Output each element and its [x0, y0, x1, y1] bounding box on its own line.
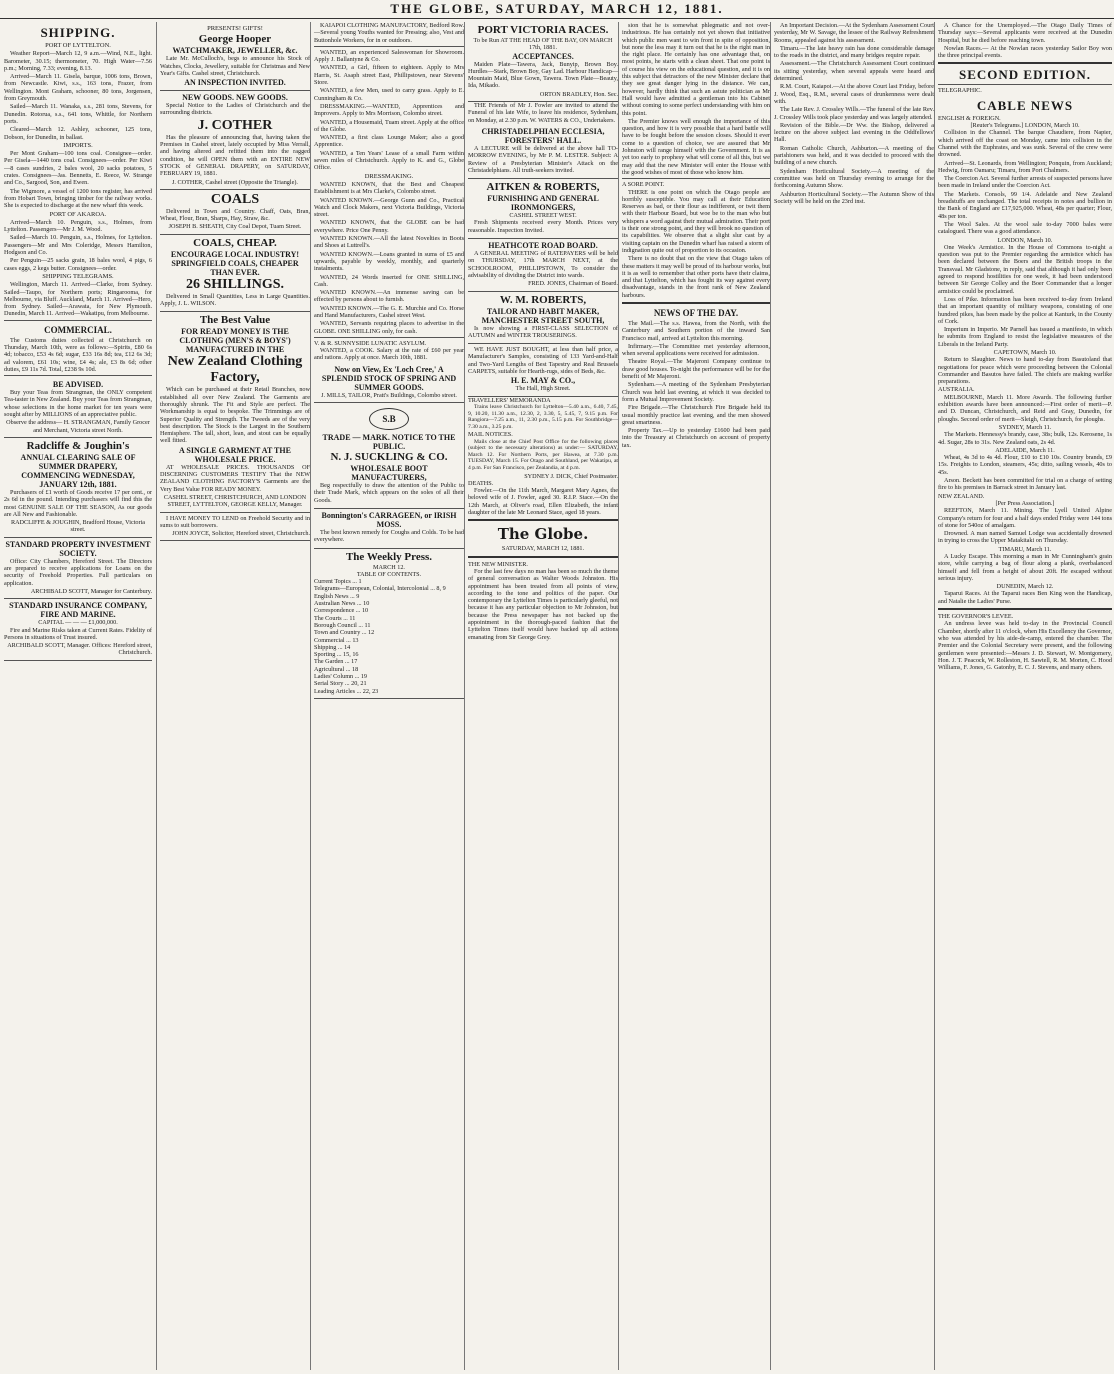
- toc-item: Current Topics ... 1: [314, 578, 362, 586]
- commercial-heading: COMMERCIAL.: [44, 324, 112, 335]
- coals-cheap-title: COALS, CHEAP.: [193, 236, 277, 249]
- travellers-title: TRAVELLERS' MEMORANDA: [468, 396, 551, 404]
- roberts-body: Is now showing a FIRST-CLASS SELECTION of AUTUMN and WINTER TROUSERINGS.: [468, 324, 618, 339]
- news-item: Property Tax.—Up to yesterday £1600 had been paid into the Treasury at Christchurch on account of property tax.: [622, 427, 770, 449]
- news-item: Roman Catholic Church, Ashburton.—A meeting of the parishioners was held, and it was decided to proceed with the building of a new church.: [774, 144, 934, 167]
- cable-item: The Wool Sales. At the wool sale to-day 7000 bales were catalogued. There was a good attendance.: [938, 220, 1112, 236]
- dateline: TIMARU, March 11.: [998, 545, 1052, 553]
- suckling-sub: WHOLESALE BOOT MANUFACTURERS,: [350, 464, 428, 483]
- radcliffe-signature: RADCLIFFE & JOUGHIN, Bradford House, Victoria street.: [10, 519, 146, 534]
- cable-item: Imperium in Imperio. Mr Parnell has issued a manifesto, in which he submits from England to resist the legislative measures of the Liberals in the Ireland Party.: [938, 326, 1112, 348]
- sore-point-title: A SORE POINT.: [622, 181, 665, 189]
- heathcote-signature: FRED. JONES, Chairman of Board.: [528, 280, 618, 288]
- best-value-sub: FOR READY MONEY IS THE CLOTHING (MEN'S & BOYS') MANUFACTURED IN THE: [179, 327, 291, 355]
- suckling-title: N. J. SUCKLING & CO.: [330, 451, 448, 464]
- toc-item: The Garden ... 17: [314, 658, 358, 666]
- bonnington-body: The best known remedy for Coughs and Colds. To be had everywhere.: [314, 528, 464, 544]
- editorial-continued-2: The Premier knows well enough the importance of this question, and how it is very possible that a hard battle will have to be fought before the session closes. Should it ever come to a question of choice, we are assured that Mr Johnston will range himself with the Government. It is as yet too early to prophesy what will come of all this, but we may add that the new Minister will enter the House with the good wishes of most of those who know him.: [622, 117, 770, 176]
- arrived: Arrived—March 11. Gisela, barque, 1006 tons, Brown, from Newcastle. Kiwi, s.s., 163 tons, Frazer, from Wellington. Mont Graham, schooner, 80 tons, Jorgensen, from Greymouth.: [4, 73, 152, 103]
- toc-item: Borough Council ... 11: [314, 621, 371, 629]
- victoria-races-ad: [468, 22, 618, 102]
- weekly-press-toc: TABLE OF CONTENTS.: [356, 570, 422, 578]
- new-goods-body: Special Notice to the Ladies of Christchurch and the surrounding districts.: [160, 102, 310, 117]
- dateline: SYDNEY, March 11.: [998, 423, 1052, 431]
- aitken-title: AITKEN & ROBERTS,: [486, 181, 600, 194]
- toc-item: Agricultural ... 18: [314, 665, 359, 673]
- hooper-title: WATCHMAKER, JEWELLER, &c.: [172, 46, 298, 56]
- reuter-dateline: [Reuter's Telegrams.] LONDON, March 10.: [970, 122, 1080, 130]
- mills-ad: [314, 363, 464, 403]
- dateline: ADELAIDE, March 11.: [995, 446, 1055, 454]
- column-4: [464, 22, 618, 1370]
- news-item: Sydenham.—A meeting of the Sydenham Presbyterian Church was held last evening, at which it was decided to form a Mutual Improvement Society.: [622, 381, 770, 403]
- best-value-title: The Best Value: [199, 314, 271, 327]
- may-title: H. E. MAY & CO.,: [510, 376, 576, 386]
- clothing-prices: AT WHOLESALE PRICES. THOUSANDS OF DISCERNING CUSTOMERS TESTIFY That the NEW ZEALAND CLOTHING FACTORY'S Garments are the Very Best Value FOR READY MONEY.: [160, 463, 310, 493]
- cable-item: MELBOURNE, March 11. More Awards. The following further exhibition awards have been announced:—First order of merit—P. and D. Duncan, Christchurch, and Reid and Gray, Dunedin, for ploughs. Second order of merit—Sleigh, Christchurch, for ploughs.: [938, 393, 1112, 423]
- press-association: [Per Press Association.]: [995, 499, 1055, 507]
- bonnington-ad: [314, 509, 464, 549]
- wanted-known-ad: WANTED, Servants requiring places to advertise in the GLOBE. ONE SHILLING only, for cash.: [314, 320, 464, 335]
- mail-title: MAIL NOTICES.: [468, 431, 513, 439]
- shipping-telegrams: Wellington, March 11. Arrived—Clarke, from Sydney. Sailed—Taupo, for Northern ports; Ringarooma, for Melbourne, via Bluff. Auckland, March 11. Arrived—Hero, from Sydney. Sailed—Arawata, for New Plymouth. Dunedin, March 11. Arrived—Wakatipu, from Melbourne.: [4, 281, 152, 318]
- editorial-continued: sion that he is somewhat phlegmatic and not over-industrious. He has certainly not yet shown that initiative which public men want to win front in spite of opposition, but none the less may it turn out that he is the right man in the right place. He certainly has one advantage that, on most points, he starts with a clean sheet. That one point is of course his view on the educational question, and it is on this subject that detractors of the new Minister declare that they see great danger lying in the distance. We can, however, hardly think that such an astute politician as Mr Hall would have admitted a gentleman into his Cabinet without coming to some perfect understanding with him on this point.: [622, 22, 770, 117]
- cable-item: Taparui Races. At the Taparui races Ben King won the Handicap, and Natalie the Ladies' Purse.: [938, 590, 1112, 605]
- cable-item: The Coercion Act. Several further arrests of suspected persons have been made in Ireland under the Coercion Act.: [938, 175, 1112, 190]
- inspection-invited: AN INSPECTION INVITED.: [184, 78, 286, 88]
- cable-item: Collision in the Channel. The barque Chaudiere, from Napier, which arrived off the coast on Monday, came into collision in the Channel with the Euphrates, and was sunk. Several of the crew were drowned.: [938, 129, 1112, 159]
- radcliffe-date: COMMENCING WEDNESDAY, JANUARY 12th, 1881.: [21, 470, 135, 489]
- radcliffe-title: Radcliffe & Joughin's: [26, 439, 130, 452]
- money-lend-body: I HAVE MONEY TO LEND on Freehold Security and in sums to suit borrowers.: [160, 514, 310, 529]
- nz-clothing-factory: New Zealand Clothing Factory,: [167, 354, 303, 386]
- aitken-sub: FURNISHING AND GENERAL IRONMONGERS,: [487, 194, 599, 213]
- cother-body: Has the pleasure of announcing that, having taken the Premises in Cashel street, lately occupied by Miss Verrall, and having altered and refitted them into the ragged condition, he will OPEN them with an ENTIRE NEW STOCK of GENERAL DRAPERY, on SATURDAY, FEBRUARY 19, 1881.: [160, 133, 310, 178]
- dressmaking-heading: DRESSMAKING.: [364, 172, 414, 180]
- cother-signature: J. COTHER, Cashel street (Opposite the Triangle).: [172, 178, 298, 186]
- column-3: [310, 22, 464, 1370]
- commercial-text: The Customs duties collected at Christchurch on Thursday, March 10th, were as follows:—Spirits, £80 6s 4d; tobacco, £53 4s 6d; sugar, £33 16s 8d; tea, £12 6s 3d; ad valorem, £61 10s; wine, £4 4s; ale, £3 8s 6d; other duties, £9 11s 7d. Total, £238 9s 10d.: [4, 336, 152, 373]
- clothing-signature: CASHEL STREET, CHRISTCHURCH, AND LONDON STREET, LYTTELTON, GEORGE KELLY, Manager.: [163, 493, 307, 509]
- trade-notice: TRADE — MARK. NOTICE TO THE PUBLIC.: [322, 433, 456, 452]
- mail-body: Mails close at the Chief Post Office for the following places (subject to the necessary alterations) as under:— SATURDAY, March 12. For Northern Ports, per Hawea, at 7.30 p.m. TUESDAY, March 15. For Otago and Southland, per Wakatipu, at 4 p.m. For San Francisco, per Zealandia, at 4 p.m.: [468, 438, 618, 471]
- bonnington-title: Bonnington's CARRAGEEN, or IRISH MOSS.: [321, 510, 457, 529]
- cable-item: One Week's Armistice. In the House of Commons to-night a question was put to the Premier regarding the armistice which has been declared between the Boers and the British troops in the Transvaal. Mr Gladstone, in reply, said that although it had only been agreed to respond hostilities for one week, it had been understood between Sir George Colley and the Boer Commander that a longer armistice could be proclaimed.: [938, 243, 1112, 295]
- wanted-known-ad: WANTED, 24 Words inserted for ONE SHILLING, Cash.: [314, 273, 464, 288]
- coals-cheap-price: 26 SHILLINGS.: [185, 276, 285, 292]
- aitken-roberts-ad: [468, 179, 618, 239]
- deaths-body: Fowler.—On the 11th March, Margaret Mary Agnes, the beloved wife of J. Fowler, aged 30. R.I.P. Stace.—On the 12th March, at Oliver's road, Ellen Elizabeth, the infant daughter of the late Mr Leonard Stace, aged 18 years.: [468, 487, 618, 517]
- new-goods-title: NEW GOODS. NEW GOODS.: [182, 93, 288, 103]
- roberts-sub: TAILOR AND HABIT MAKER, MANCHESTER STREET SOUTH,: [481, 306, 605, 325]
- port-heading: PORT OF LYTTELTON.: [45, 42, 111, 49]
- victoria-races-body: Maiden Plate—Tawera, Jack, Bunyip, Brown Boy. Hurdles—Stark, Brown Boy, Gay Lad. Harbour Handicap—Mountain Maid, Blue Gown, Tawera. Town Plate—Beauty, Ida, Mikado.: [468, 60, 618, 90]
- cable-item: A Lucky Escape. This morning a man in Mr Cunningham's grain store, while carrying a bag of flour along a plank, overbalanced himself and fell from a height of about 20ft. He escaped without serious injury.: [938, 553, 1112, 582]
- christadelphian-ad: [468, 125, 618, 179]
- wanted-ad: WANTED, a first class Lounge Maker; also a good Apprentice.: [314, 134, 464, 149]
- coals-body: Delivered in Town and Country. Chaff, Oats, Bran, Wheat, Flour, Bran, Sharps, Hay, Straw, &c.: [160, 207, 310, 223]
- weather-report: Weather Report—March 12, 9 a.m.—Wind, N.E., light. Barometer, 30.15; thermometer, 70. High Water—7.56 p.m.; Morning, 7.33; evening, 8.13.: [4, 50, 152, 72]
- new-zealand-title: NEW ZEALAND.: [938, 492, 985, 500]
- cable-item: Arrived—St. Leonards, from Wellington; Ponquin, from Auckland; Hedwig, from Oamaru; Timaru, from Port Chalmers.: [938, 159, 1112, 174]
- mills-title: Now on View, Ex 'Loch Cree,' A SPLENDID STOCK OF SPRING AND SUMMER GOODS.: [321, 364, 457, 392]
- wanted-known-ad: WANTED KNOWN, that the GLOBE can be had everywhere. Price One Penny.: [314, 219, 464, 234]
- toc-item: English News ... 9: [314, 592, 360, 600]
- kaiapoi-ad: KAIAPOI CLOTHING MANUFACTORY, Bedford Row.—Several young Youths wanted for Pressing; also, Vest and Buttonhole Workers, for in or outdoors.: [314, 22, 464, 44]
- insurance-signature: ARCHIBALD SCOTT, Manager. Offices: Hereford street, Christchurch.: [7, 642, 152, 657]
- column-5: [618, 22, 770, 1370]
- heathcote-ad: [468, 239, 618, 291]
- standard-property-signature: ARCHIBALD SCOTT, Manager for Canterbury.: [30, 587, 152, 595]
- imports: Per Mont Graham—100 tons coal. Consignee—order. Per Gisela—1440 tons coal. Consignees—order. Per Kiwi—8 cases sundries, 2 bales wool, 20 sacks potatoes, 5 crates. Consignees—Jas. Bennetts, E. Reece, W. Strange and Co., Sargood, Son, and Ewen.: [4, 150, 152, 187]
- clothing-factory-ad: [160, 312, 310, 512]
- cable-item: The Markets. Hennessy's brandy, case, 38s; bulk, 12s. Kerosene, 1s 4d. Sugar, 28s to 31s. New Zealand oats, 2s 4d.: [938, 431, 1112, 446]
- mail-signature: SYDNEY J. DICK, Chief Postmaster.: [524, 472, 618, 480]
- wanted-known-ad: WANTED KNOWN.—All the latest Novelties in Boots and Shoes at Luttrell's.: [314, 235, 464, 250]
- news-item: Timaru.—The late heavy rain has done considerable damage to the roads in the district, and many bridges require repair.: [774, 44, 934, 60]
- cleared: Cleared—March 12. Ashley, schooner, 125 tons, Dobson, for Dunedin, in ballast.: [4, 126, 152, 141]
- christadelphian-title: CHRISTADELPHIAN ECCLESIA, FORESTERS' HALL.: [481, 126, 605, 145]
- hooper-ad: [160, 22, 310, 91]
- minister-body: For the last few days no man has been so much the theme of general conversation as Walter Woods Johnston. His appointment has been treated from all points of view, according to the tone and politics of the paper. Our contemporary the Lyttelton Times is particularly gleeful, not because it has any particular objection to Mr Johnston, but because the Press newspaper has not backed up the appointment in the thorough-paced fashion that the Lyttelton Times itself would have backed up all actions emanating from Sir George Grey.: [468, 567, 618, 641]
- column-1: [4, 22, 152, 1370]
- carpets-body: WE HAVE JUST BOUGHT, at less than half price, a Manufacturer's Samples, consisting of 133 Yard-and-Half and Two-Yard Lengths of Best Tapestry and Real Brussels CARPETS, suitable for Hearth-rugs, sides of Beds, &c.: [468, 346, 618, 376]
- hooper-name: George Hooper: [198, 33, 272, 46]
- column-6: [770, 22, 934, 1370]
- standard-property-ad: [4, 538, 152, 599]
- news-item: Fire Brigade.—The Christchurch Fire Brigade held its usual monthly practice last evening, and the men showed great smartness.: [622, 404, 770, 426]
- toc-item: The Courts ... 11: [314, 614, 356, 622]
- victoria-races-title: PORT VICTORIA RACES.: [477, 24, 609, 36]
- funeral-notice: THE Friends of Mr J. Fowler are invited to attend the Funeral of his late Wife, to leave his residence, Sydenham, on Monday, at 2.30 p.m. W. WATERS & CO., Undertakers.: [468, 102, 618, 124]
- sailed: Sailed—March 11. Wanaka, s.s., 281 tons, Stevens, for Dunedin. Rotorua, s.s., 641 tons, Whittle, for Northern ports.: [4, 103, 152, 125]
- cable-news-title: CABLE NEWS: [976, 97, 1074, 113]
- wanted-known-ad: WANTED KNOWN.—The G. E. Murchie and Co. Horse and Hand Manufacturers, Cashel street West.: [314, 304, 464, 319]
- akaroa-imports: Per Penguin—25 sacks grain, 18 bales wool, 4 pigs, 6 cases eggs, 2 kegs butter. Consignees—order.: [4, 257, 152, 272]
- deaths-title: DEATHS.: [468, 479, 494, 487]
- clothing-body: Which can be purchased at their Retail Branches, now established all over New Zealand. The Garments are thoroughly shrunk. The Fit and Style are perfect. The Workmanship is equal to bespoke. The Trimmings are of Superior Quality and Strength. The Tweeds are of the very best description. The Stock is the Largest in the Southern Hemisphere. The tall, short, lean, and stout can be equally well fitted.: [160, 386, 310, 445]
- wanted-ad: WANTED, a Housemaid, Tuam street. Apply at the office of the Globe.: [314, 118, 464, 133]
- news-item: Nowlan Races.— At the Nowlan races yesterday Sailor Boy won the three principal events.: [938, 44, 1112, 60]
- presents-banner: PRESENTS! GIFTS!: [207, 25, 263, 32]
- weekly-press-date: MARCH 12.: [373, 563, 405, 571]
- second-edition-title: SECOND EDITION.: [958, 67, 1092, 83]
- coals-cheap-ad: [160, 235, 310, 313]
- minister-title: THE NEW MINISTER.: [468, 560, 528, 568]
- cable-news-sub: ENGLISH & FOREIGN.: [938, 114, 1001, 122]
- telegraphic-title: TELEGRAPHIC.: [938, 87, 982, 95]
- toc-item: Leading Articles ... 22, 23: [314, 687, 379, 695]
- mills-signature: J. MILLS, TAILOR, Pratt's Buildings, Colombo street.: [321, 391, 457, 399]
- christadelphian-body: A LECTURE will be delivered at the above hall TO-MORROW EVENING, by Mr P. M. LESTER. Subject: A Review of a Presbyterian Minister's Attack on the Christadelphians. All truth-seekers invited.: [468, 144, 618, 174]
- clothing-wholesale: A SINGLE GARMENT AT THE WHOLESALE PRICE.: [179, 445, 291, 464]
- dateline: CAPETOWN, March 10.: [993, 348, 1057, 356]
- wanted-known-ad: WANTED KNOWN.—An immense saving can be effected by persons about to furnish.: [314, 289, 464, 304]
- standard-property-title: STANDARD PROPERTY INVESTMENT SOCIETY.: [5, 539, 151, 558]
- wanted-ad: WANTED, a few Men, used to carry grass. Apply to E. Cunningham & Co.: [314, 87, 464, 102]
- suckling-body: Beg respectfully to draw the attention of the Public to their Trade Mark, which appears on the soles of all their Goods.: [314, 482, 464, 504]
- coals-cheap-sub: ENCOURAGE LOCAL INDUSTRY! SPRINGFIELD COALS, CHEAPER THAN EVER.: [170, 249, 300, 277]
- victoria-acceptances: ACCEPTANCES.: [512, 51, 574, 61]
- wanted-known-ad: WANTED KNOWN, that the Best and Cheapest Establishment is at Mrs Clarke's, Colombo street.: [314, 180, 464, 196]
- news-item: R.M. Court, Kaiapoi.—At the above Court last Friday, before J. Wood, Esq., R.M., several cases of drunkenness were dealt with.: [774, 83, 934, 105]
- news-item: Revision of the Bible.—Dr Ww. the Bishop, delivered a lecture on the above subject last evening in the Oddfellows' Hall.: [774, 121, 934, 144]
- radcliffe-subtitle: ANNUAL CLEARING SALE OF SUMMER DRAPERY,: [20, 452, 136, 471]
- insurance-body: Fire and Marine Risks taken at Current Rates. Fidelity of Persons in situations of Trust insured.: [4, 626, 152, 641]
- roberts-ad: [468, 292, 618, 345]
- advised-title: BE ADVISED.: [52, 380, 104, 390]
- coals-cheap-body: Delivered in Small Quantities, Less in Large Quantities. Apply, J. L. WILSON.: [160, 292, 310, 308]
- news-item: A Chance for the Unemployed.—The Otago Daily Times of Thursday says:—Several applicants were received at the Dunedin Hospital, but he died before reaching town.: [938, 22, 1112, 44]
- sore-point-body: THERE is one point on which the Otago people are horribly susceptible. You may call at their Education Reserves as bad, or their flour as indifferent, or twit them with their Harbour Board, but woe be to the man who but whispers a word against their mutual admiration. Their port is their one strong point, and they will brook no question of its capabilities. We observe that a slight slur cast by a visiting captain on the Dunedin wharf has raised a storm of indignation quite out of proportion to its occasion.: [622, 188, 770, 254]
- wanted-ad: WANTED, a Girl, fifteen to eighteen. Apply to Mrs Harris, St. Asaph street East, Phillipstown, near Stevens' Store.: [314, 64, 464, 87]
- weekly-press-ad: [314, 549, 464, 699]
- may-address: The Hall, High Street.: [515, 385, 571, 393]
- telegrams-heading: SHIPPING TELEGRAMS.: [42, 272, 114, 280]
- akaroa-sailed: Sailed—March 10. Penguin, s.s., Holmes, for Lyttelton. Passengers—Mr and Mrs Coleridge, Messrs Hamilton, Hodgson and Co.: [4, 234, 152, 257]
- radcliffe-body: Purchasers of £1 worth of Goods receive 17 per cent., or 2s 6d in the pound. Intending purchasers will find this the most GENUINE SALE OF THE SEASON, As our goods are All New and Fashionable.: [4, 488, 152, 518]
- advised-body: Buy your Teas from Strangman, the ONLY competent Tea-taster in New Zealand. Buy your Teas from Strangman, whose selections in the home market for ten years were sought after by MILLIONS of an appreciative public.: [4, 389, 152, 419]
- toc-item: Telegrams—European, Colonial, Intercolonial ... 8, 9: [314, 585, 446, 593]
- dateline: LONDON, March 10.: [997, 236, 1053, 244]
- shipping-heading: SHIPPING.: [40, 25, 116, 40]
- cable-item: Return to Slaughter. News to hand to-day from Basutoland that negotiations for peace which were proceeding between the Colonial Commander and Basutos have failed. The chiefs are making warlike preparations.: [938, 356, 1112, 386]
- wanted-known-ad: WANTED KNOWN.—George Gunn and Co., Practical Watch and Clock Makers, next Victoria Buildings, Victoria street.: [314, 196, 464, 219]
- sunnyside-body: WANTED, a COOK. Salary at the rate of £60 per year and rations. Apply at once. March 10th, 1881.: [314, 347, 464, 362]
- insurance-capital: CAPITAL — — — £1,000,000.: [38, 619, 118, 627]
- column-2: [156, 22, 310, 1370]
- wigram-note: The Wigmore, a vessel of 1200 tons register, has arrived from Hobart Town, bringing timber for the railway works. She is expected to discharge at the new wharf this week.: [4, 187, 152, 210]
- akaroa-arrived: Arrived—March 10. Penguin, s.s., Holmes, from Lyttelton. Passengers—Mr J. M. Wood.: [4, 218, 152, 234]
- news-item: An Important Decision.—At the Sydenham Assessment Court yesterday, Mr W. Savage, the lessee of the Railway Refreshment Rooms, appealed against his assessment.: [774, 22, 934, 44]
- travellers-body: Trains leave Christchurch for Lyttelton—5.40 a.m., 6.40, 7.45, 9, 10.20, 11.30 a.m., 12.30, 2, 3.30, 5, 5.45, 7, 9.15 p.m. For Rangiora—7.25 a.m., 11, 2.30 p.m., 5.15 p.m. For Southbridge—7.30 a.m., 3.25 p.m.: [468, 403, 618, 430]
- toc-item: Shipping ... 14: [314, 643, 351, 651]
- trade-mark-logo: S.B: [369, 408, 409, 430]
- roberts-title: W. M. ROBERTS,: [499, 293, 587, 306]
- victoria-races-sub: To be Run AT THE HEAD OF THE BAY, ON MARCH 17th, 1881.: [473, 37, 613, 52]
- cable-item: Arson. Beckett has been committed for trial on a charge of setting fire to his premises in Barrack street in January last.: [938, 477, 1112, 492]
- masthead: THE GLOBE, SATURDAY, MARCH 12, 1881.: [0, 0, 1114, 19]
- wanted-ad: WANTED, an experienced Saleswoman for Showroom. Apply J. Ballantyne & Co.: [314, 48, 464, 64]
- wanted-ad: DRESSMAKING.—WANTED, Apprentices and Improvers. Apply to Mrs Morrison, Colombo street.: [314, 102, 464, 118]
- advised-signature: Observe the address— H. STRANGMAN, Family Grocer and Merchant, Victoria street North.: [6, 419, 150, 434]
- coals-ad: [160, 190, 310, 235]
- news-item: The Mail.—The s.s. Hawea, from the North, with the Canterbury and Southern portion of the inward San Francisco mail, arrived at Lyttelton this morning.: [622, 319, 770, 342]
- money-lend-signature: JOHN JOYCE, Solicitor, Hereford street, Christchurch.: [172, 530, 310, 538]
- standard-insurance-ad: [4, 599, 152, 660]
- cother-title: J. COTHER: [197, 117, 273, 133]
- governors-levee-body: An undress levee was held to-day in the Provincial Council Chamber, shortly after 11 o'clock, when His Excellency the Governor, who was attended by his aide-de-camp, entered the chamber. The Premier and the Colonial Secretary were present, and the following gentlemen were presented:—Messrs J. D. Stewart, W. Montgomery, Hon. J. T. Peacock, W. Rolleston, H. Sawtell, R. M. Morten, C. Hood Williams, F. Jones, G. Gatonby, E. C. J. Stevens, and many others.: [938, 620, 1112, 672]
- cother-ad: [160, 91, 310, 190]
- globe-title: The Globe.: [497, 525, 589, 544]
- toc-item: Serial Story ... 20, 21: [314, 680, 367, 688]
- news-item: Sydenham Horticultural Society.—A meeting of the committee was held on Thursday evening to arrange for the forthcoming Autumn Show.: [774, 167, 934, 190]
- toc-item: Commercial ... 13: [314, 636, 359, 644]
- imports-heading: IMPORTS.: [63, 141, 93, 149]
- hooper-body: Late Mr. McCulloch's, begs to announce his Stock of Watches, Clocks, Jewellery, suitable for Christmas and New Year's Gifts. Cashel street, Christchurch.: [160, 55, 310, 77]
- wanted-known-ad: WANTED KNOWN.—Loans granted in sums of £5 and upwards, payable by weekly, monthly, and quarterly instalments.: [314, 250, 464, 273]
- aitken-body: Fresh Shipments received every Month. Prices very reasonable. Inspection Invited.: [468, 219, 618, 234]
- insurance-title: STANDARD INSURANCE COMPANY, FIRE AND MARINE.: [9, 601, 147, 620]
- heathcote-body: A GENERAL MEETING of RATEPAYERS will be held on THURSDAY, 17th MARCH NEXT, at the SCHOOLROOM, PHILLIPSTOWN, To consider the advisability of dividing the District into wards.: [468, 250, 618, 279]
- coals-title: COALS: [210, 191, 260, 207]
- advised-ad: [4, 378, 152, 438]
- toc-item: Sporting ... 15, 16: [314, 651, 359, 659]
- dateline: DUNEDIN, March 12.: [996, 583, 1054, 591]
- australia-title: AUSTRALIA.: [938, 386, 975, 394]
- money-lend-ad: [160, 513, 310, 542]
- cable-item: The Markets. Consols, 99 1/4. Adelaide and New Zealand breadstuffs are unchanged. The total receipts in notes and bullion in the Bank of England are £17,925,000. Wheat, 48s per quarter; Flour, 48s per ton.: [938, 190, 1112, 220]
- akaroa-heading: PORT OF AKAROA.: [49, 210, 107, 218]
- toc-item: Ladies' Column ... 19: [314, 673, 368, 680]
- cable-item: Drowned. A man named Samuel Lodge was accidentally drowned in trying to cross the Upper Matakitaki on Thursday.: [938, 530, 1112, 545]
- suckling-ad: [314, 403, 464, 509]
- news-item: Infirmary.—The Committee met yesterday afternoon, when several applications were received for admission.: [622, 342, 770, 358]
- heathcote-title: HEATHCOTE ROAD BOARD.: [488, 241, 598, 251]
- column-7: [934, 22, 1112, 1370]
- news-item: The Late Rev. J. Crossley Wills.—The funeral of the late Rev. J. Crossley Wills took place yesterday and was largely attended.: [774, 106, 934, 121]
- cable-item: REEFTON, March 11. Mining. The Lyell United Alpine Company's return for four and a half days ended Friday were 144 tons of stone for 540oz of amalgam.: [938, 507, 1112, 529]
- toc-item: Correspondence ... 10: [314, 607, 369, 615]
- news-of-the-day-title: NEWS OF THE DAY.: [653, 307, 739, 318]
- cable-item: Loss of Pike. Information has been received to-day from Ireland that an important quantity of military weapons, consisting of one hundred pikes, has been made by the police at Kanturk, in the County of Cork.: [938, 295, 1112, 325]
- governors-levee-title: THE GOVERNOR'S LEVEE.: [938, 613, 1014, 621]
- sore-point-body-2: There is no doubt that on the view that Otago takes of these matters it may well be proud of its harbour works, but it is as well to remember that other ports have their claims, and that Lyttelton, which has fought its way against every disadvantage, stands in the front rank of New Zealand harbours.: [622, 255, 770, 299]
- toc-item: Town and Country ... 12: [314, 629, 375, 637]
- toc-item: Australian News ... 10: [314, 600, 370, 608]
- news-item: Assessment.—The Christchurch Assessment Court continued its sitting yesterday, when several appeals were heard and determined.: [774, 60, 934, 83]
- radcliffe-ad: [4, 438, 152, 538]
- aitken-address: CASHEL STREET WEST.: [509, 212, 577, 220]
- sunnyside-title: V. & R. SUNNYSIDE LUNATIC ASYLUM.: [314, 339, 427, 347]
- standard-property-body: Office: City Chambers, Hereford Street. The Directors are prepared to receive applications for Loans on the security of Freehold Properties. Full particulars on application.: [4, 557, 152, 587]
- news-item: Ashburton Horticultural Society.—The Autumn Show of this Society will be held on the 23rd inst.: [774, 190, 934, 205]
- coals-signature: JOSEPH B. SHEATH, City Coal Depot, Tuam Street.: [168, 223, 302, 231]
- wanted-ad: WANTED, a Ten Years' Lease of a small Farm within seven miles of Christchurch. Apply to K. and G., Globe Office.: [314, 149, 464, 172]
- news-item: Theatre Royal.—The Majeroni Company continue to draw good houses. To-night the performance will be for the benefit of Mr Majeroni.: [622, 358, 770, 381]
- weekly-press-title: The Weekly Press.: [345, 550, 433, 563]
- may-ad: [468, 344, 618, 396]
- globe-date: SATURDAY, MARCH 12, 1881.: [501, 545, 585, 553]
- cable-item: Wheat, 4s 3d to 4s 4d. Flour, £10 to £10 10s. Country brands, £9 15s. Freights to London, steamers, 45s; ditto, sailing vessels, 40s to 45s.: [938, 454, 1112, 476]
- victoria-races-signature: ORTON BRADLEY, Hon. Sec.: [539, 90, 618, 98]
